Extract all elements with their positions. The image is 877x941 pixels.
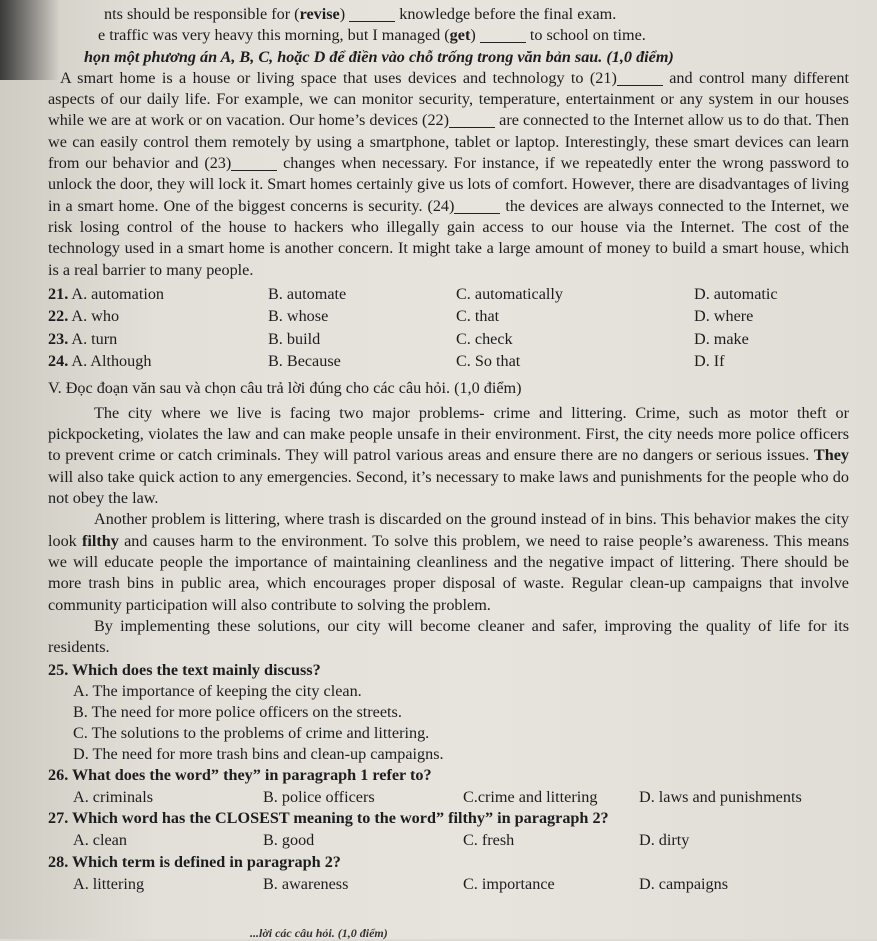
passage-text: are connected to the Internet allow us to do that. Then we can easily control them remotely by using a smartphone, tablet or laptop. Interestingly, these smart devices can learn from our behavior and (23) xyxy=(48,111,850,173)
option-c: C. The solutions to the problems of crime and littering. xyxy=(73,724,430,743)
question-28-options xyxy=(48,873,849,896)
question-27 xyxy=(48,808,849,852)
option-a: A. automation xyxy=(71,284,165,303)
verb-cue: get xyxy=(449,26,471,45)
option-d: D. If xyxy=(694,352,725,371)
question-number: 21. xyxy=(48,284,69,303)
passage-text: The city where we live is facing two major problems- crime and littering. Crime, such as motor theft or pickpocketing, violates the law and can make people unsafe in their environment. First, the city needs more police officers to prevent crime or catch criminals. xyxy=(48,403,849,465)
option-c: C. that xyxy=(456,307,500,326)
question-26 xyxy=(48,765,849,809)
line-text: nts should be responsible for ( xyxy=(104,5,300,23)
passage-text: will also take quick action to any emergencies. Second, it’s necessary to make laws and punishments for the people who do not obey the law. xyxy=(48,467,849,508)
option-d: D. The need for more trash bins and clean-up campaigns. xyxy=(73,744,444,763)
city-passage-paragraph-2 xyxy=(48,509,849,615)
option-c: C. check xyxy=(456,329,513,348)
question-26-options xyxy=(48,786,849,809)
option-a: A. Although xyxy=(71,352,152,371)
question-22-options xyxy=(48,305,849,328)
passage-text: the devices are always connected to the Internet, we risk losing control of the house to hackers who illegally gain access to our house via the Internet. The cost of the technology used in a smart home is another concern. It might take a large amount of money to build a smart house, which is a real barrier to many people. xyxy=(48,196,849,279)
cloze-options xyxy=(48,283,849,373)
question-24-options xyxy=(48,350,849,373)
option-d: D. laws and punishments xyxy=(639,787,802,806)
answer-blank xyxy=(349,5,395,22)
option-b: B. Because xyxy=(268,352,341,371)
blank-21 xyxy=(617,69,663,86)
option-b: B. automate xyxy=(268,284,347,303)
option-b: B. The need for more police officers on the streets. xyxy=(73,703,402,722)
passage-text: A smart home is a house or living space that uses devices and technology to (21) xyxy=(60,68,617,87)
option-b: B. whose xyxy=(268,307,329,326)
smart-home-passage xyxy=(48,68,849,281)
option-c: C.crime and littering xyxy=(463,787,598,806)
exercise-line-revise xyxy=(48,4,849,25)
option-c: C. automatically xyxy=(456,284,563,303)
question-27-options xyxy=(48,829,849,852)
section-instruction: họn một phương án A, B, C, hoặc D để điền vào chỗ trống trong văn bản sau. (1,0 điểm) xyxy=(84,47,674,66)
option-c: C. importance xyxy=(463,874,555,893)
exercise-line-get xyxy=(48,25,849,46)
option-d: D. dirty xyxy=(639,831,690,850)
passage-text: and control many different aspects of our daily life. For example, we can monitor security, temperature, entertainment or any system in our houses while we are at work or on vacation. Our home’s devices (22) xyxy=(48,68,849,130)
line-text: ) xyxy=(339,5,350,23)
question-23-options xyxy=(48,328,849,351)
option-b: B. awareness xyxy=(263,874,349,893)
passage-text: Another problem is littering, where trash is discarded on the ground instead of in bins. This behavior makes the city look xyxy=(48,510,849,550)
option-b: B. build xyxy=(268,329,321,348)
line-text: ) xyxy=(470,26,480,45)
city-passage-paragraph-3: By implementing these solutions, our city will become cleaner and safer, improving the quality of life for its residents. xyxy=(48,616,849,657)
option-d: D. automatic xyxy=(694,284,778,303)
photo-shadow xyxy=(0,0,60,80)
answer-blank xyxy=(480,26,526,43)
option-d: D. campaigns xyxy=(639,874,729,893)
question-28-text: 28. Which term is defined in paragraph 2? xyxy=(48,852,341,871)
blank-24 xyxy=(454,196,500,213)
line-text: e traffic was very heavy this morning, but I managed ( xyxy=(98,26,450,45)
question-25 xyxy=(48,660,849,764)
option-a: A. clean xyxy=(73,831,127,850)
option-d: D. make xyxy=(694,329,749,348)
city-passage-paragraph-1 xyxy=(48,403,849,509)
option-c: C. fresh xyxy=(463,831,515,850)
option-a: A. The importance of keeping the city clean. xyxy=(73,682,362,701)
highlighted-word-filthy: filthy xyxy=(82,531,119,550)
passage-text: They xyxy=(285,446,319,465)
question-number: 23. xyxy=(48,329,69,348)
option-a: A. who xyxy=(71,307,120,326)
section-5-heading: V. Đọc đoạn văn sau và chọn câu trả lời đúng cho các câu hỏi. (1,0 điểm) xyxy=(48,378,522,397)
passage-text: changes when necessary. For instance, if we repeatedly enter the wrong password to unlock the door, they will lock it. Smart homes certainly give us lots of comfort. However, there are disadvantages of living in a smart home. One of the biggest concerns is security. (24) xyxy=(48,154,849,215)
passage-text: will patrol various areas and ensure there are no dangers or serious issues. xyxy=(318,446,814,465)
question-21-options xyxy=(48,283,849,306)
question-number: 24. xyxy=(48,352,69,371)
blank-22 xyxy=(449,111,495,128)
question-25-text: 25. Which does the text mainly discuss? xyxy=(48,661,321,680)
option-a: A. criminals xyxy=(73,787,154,806)
highlighted-word-they: They xyxy=(813,446,849,465)
line-text: knowledge before the final exam. xyxy=(395,5,617,23)
question-26-text: 26. What does the word” they” in paragraph 1 refer to? xyxy=(48,765,432,784)
option-b: B. good xyxy=(263,831,315,850)
question-28 xyxy=(48,852,849,896)
option-a: A. littering xyxy=(73,874,145,893)
option-b: B. police officers xyxy=(263,787,375,806)
blank-23 xyxy=(231,154,277,171)
line-text: to school on time. xyxy=(525,26,646,45)
cut-off-footer-text: ...lời các câu hỏi. (1,0 điểm) xyxy=(250,926,388,940)
option-a: A. turn xyxy=(71,329,118,348)
option-c: C. So that xyxy=(456,352,521,371)
question-27-text: 27. Which word has the CLOSEST meaning to the word” filthy” in paragraph 2? xyxy=(48,809,609,828)
passage-text: and causes harm to the environment. To solve this problem, we need to raise people’s awareness. This means we will educate people the importance of maintaining cleanliness and the negative impact of littering. There should be more trash bins in public area, which encourages proper disposal of waste. Regular clean-up campaigns that involve community participation will also contribute to solving the problem. xyxy=(48,531,849,614)
verb-cue: revise xyxy=(299,5,340,23)
option-d: D. where xyxy=(694,307,754,326)
question-number: 22. xyxy=(48,307,69,326)
